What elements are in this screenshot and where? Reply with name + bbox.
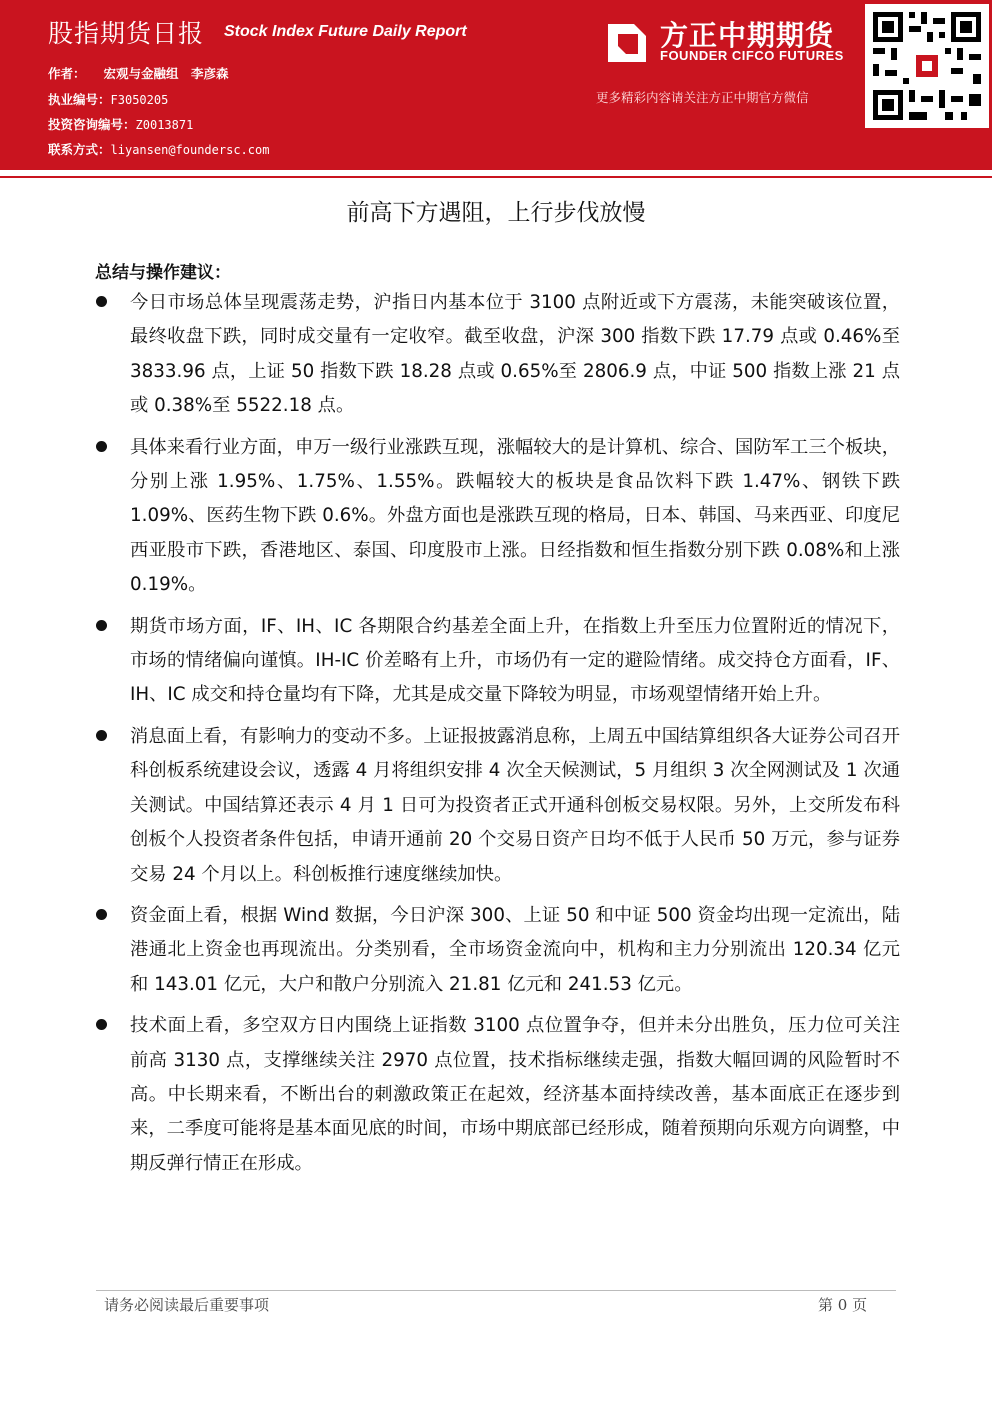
author-value: 宏观与金融组 李彦森 xyxy=(103,66,229,81)
paragraph: 资金面上看，根据 Wind 数据，今日沪深 300、上证 50 和中证 500 资金均出现一定流出，陆港通北上资金也再现流出。分类别看，全市场资金流向中，机构和主力分别流出 120.34 亿元和 143.01 亿元，大户和散户分别流入 21.81 亿元和 241.53 亿元。 xyxy=(130,904,900,995)
license-label: 执业编号： xyxy=(48,92,111,107)
founder-logo-icon xyxy=(604,20,650,66)
license-value: F3050205 xyxy=(110,93,169,107)
contact-line xyxy=(48,140,269,158)
footer-notice: 请务必阅读最后重要事项 xyxy=(104,1296,270,1314)
report-title-en: Stock Index Future Daily Report xyxy=(224,23,467,40)
page-number: 第 0 页 xyxy=(818,1296,868,1314)
report-header xyxy=(0,0,992,170)
list-item xyxy=(94,899,900,1002)
license-line xyxy=(48,90,168,108)
list-item xyxy=(94,431,900,603)
author-line xyxy=(48,64,229,82)
bullet-icon xyxy=(96,620,107,631)
report-title-cn: 股指期货日报 xyxy=(48,19,205,48)
list-item xyxy=(94,720,900,892)
paragraph: 消息面上看，有影响力的变动不多。上证报披露消息称，上周五中国结算组织各大证券公司召开科创板系统建设会议，透露 4 月将组织安排 4 次全天候测试，5 月组织 3 次全网测试及 1 次通关测试。中国结算还表示 4 月 1 日可为投资者正式开通科创板交易权限。另外，上交所发布科创板个人投资者条件包括，申请开通前 20 个交易日资产日均不低于人民币 50 万元，参与证券交易 24 个月以上。科创板推行速度继续加快。 xyxy=(130,725,900,885)
author-label: 作者： xyxy=(48,66,86,81)
summary-list xyxy=(94,286,900,1188)
bullet-icon xyxy=(96,441,107,452)
bullet-icon xyxy=(96,1019,107,1030)
qr-code-icon xyxy=(865,4,989,128)
consult-value: Z0013871 xyxy=(135,118,194,132)
paragraph: 具体来看行业方面，申万一级行业涨跌互现，涨幅较大的是计算机、综合、国防军工三个板块，分别上涨 1.95%、1.75%、1.55%。跌幅较大的板块是食品饮料下跌 1.47%、钢铁下跌 1.09%、医药生物下跌 0.6%。外盘方面也是涨跌互现的格局，日本、韩国、马来西亚、印度尼西亚股市下跌，香港地区、泰国、印度股市上涨。日经指数和恒生指数分别下跌 0.08%和上涨 0.19%。 xyxy=(130,436,900,596)
list-item xyxy=(94,286,900,424)
bullet-icon xyxy=(96,296,107,307)
contact-label: 联系方式： xyxy=(48,142,111,157)
list-item xyxy=(94,1009,900,1181)
section-heading: 总结与操作建议： xyxy=(95,263,231,283)
header-divider xyxy=(0,176,992,178)
company-name-cn: 方正中期期货 xyxy=(660,19,835,52)
bullet-icon xyxy=(96,909,107,920)
document-title: 前高下方遇阻，上行步伐放慢 xyxy=(346,200,646,226)
paragraph: 技术面上看，多空双方日内围绕上证指数 3100 点位置争夺，但并未分出胜负，压力位可关注前高 3130 点，支撑继续关注 2970 点位置，技术指标继续走强，指数大幅回调的风险暂时不高。中长期来看，不断出台的刺激政策正在起效，经济基本面持续改善，基本面底正在逐步到来，二季度可能将是基本面见底的时间，市场中期底部已经形成，随着预期向乐观方向调整，中期反弹行情正在形成。 xyxy=(130,1015,900,1174)
paragraph: 今日市场总体呈现震荡走势，沪指日内基本位于 3100 点附近或下方震荡，未能突破该位置，最终收盘下跌，同时成交量有一定收窄。截至收盘，沪深 300 指数下跌 17.79 点或 0.46%至 3833.96 点，上证 50 指数下跌 18.28 点或 0.65%至 2806.9 点，中证 500 指数上涨 21 点或 0.38%至 5522.18 点。 xyxy=(130,292,900,417)
consult-line xyxy=(48,115,193,133)
consult-label: 投资咨询编号： xyxy=(48,117,136,132)
bullet-icon xyxy=(96,730,107,741)
paragraph: 期货市场方面，IF、IH、IC 各期限合约基差全面上升，在指数上升至压力位置附近的情况下，市场的情绪偏向谨慎。IH-IC 价差略有上升，市场仍有一定的避险情绪。成交持仓方面看，IF、IH、IC 成交和持仓量均有下降，尤其是成交量下降较为明显，市场观望情绪开始上升。 xyxy=(130,615,900,706)
wechat-note: 更多精彩内容请关注方正中期官方微信 xyxy=(596,90,809,105)
contact-value: liyansen@foundersc.com xyxy=(110,143,270,157)
company-name-en: FOUNDER CIFCO FUTURES xyxy=(660,48,844,63)
footer-divider xyxy=(96,1290,896,1291)
list-item xyxy=(94,610,900,713)
